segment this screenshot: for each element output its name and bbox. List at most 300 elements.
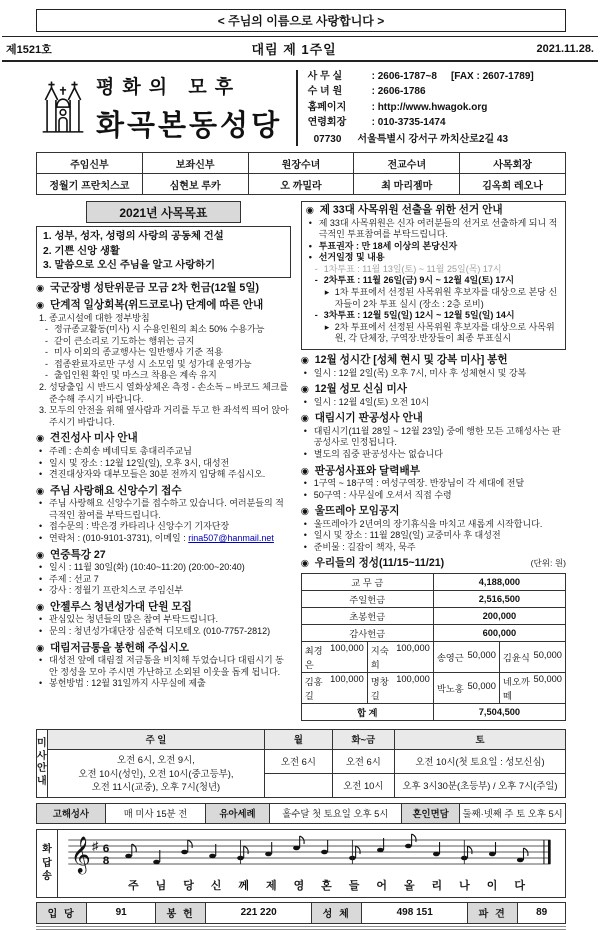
section-bullet-icon: ◉ [36, 433, 45, 445]
bulletin-section [301, 201, 566, 350]
contact-line [308, 69, 566, 85]
donation-amount: 200,000 [433, 607, 565, 624]
mass-col-header: 주 일 [47, 729, 265, 749]
confession-label: 고해성사 [37, 803, 106, 823]
contact-line [308, 115, 566, 131]
line-text: 1구역 ~ 18구역 : 여성구역장. 반장님이 각 세대에 전달 [313, 478, 525, 488]
bulletin-section [301, 412, 566, 460]
sunday-mass-line: 오전 6시, 오전 9시, [117, 754, 195, 766]
section-bullet-icon: ◉ [36, 300, 45, 311]
donor-entry [305, 674, 364, 702]
section-bullet-icon: ◉ [36, 282, 45, 294]
section-title-text: 12월 성시간 [성체 현시 및 강복 미사] 봉헌 [314, 354, 508, 367]
donation-row [301, 573, 565, 590]
left-sections [36, 282, 291, 690]
donor-entry [371, 674, 430, 702]
donor-cell [367, 672, 433, 703]
section-title-text: 연중특강 27 [50, 548, 106, 561]
donation-row [301, 590, 565, 607]
lyric-syllable: 제 [265, 879, 277, 892]
line-text: 투표권자 : 만 18세 이상의 본당신자 [318, 240, 458, 251]
lyric-syllable: 께 [238, 879, 250, 892]
bullet-marker: • [303, 425, 307, 436]
text-line [36, 521, 291, 533]
address-text: 서울특별시 강서구 까치산로2길 43 [357, 133, 509, 145]
line-text: 일시 : 12월 4일(토) 오전 10시 [313, 396, 430, 407]
bullet-marker: • [39, 614, 43, 625]
body-columns [36, 201, 566, 721]
text-line [301, 542, 566, 554]
bullet-marker: • [308, 240, 312, 251]
section-title-text: 단계적 일상회복(위드코로나) 단계에 따른 안내 [50, 299, 264, 311]
music-staff-icon [64, 832, 559, 872]
section-bullet-icon: ◉ [36, 601, 45, 613]
bullet-marker: - [45, 324, 48, 335]
donor-row [301, 672, 565, 703]
donor-entry [305, 643, 364, 671]
sunday-masses [47, 749, 265, 797]
donation-label: 감사헌금 [301, 624, 433, 641]
bulletin-section [301, 465, 566, 502]
bullet-marker: • [39, 445, 43, 456]
donation-row [301, 624, 565, 641]
line-text: 일시 : 11월 30일(화) (10:40~11:20) (20:00~20:40) [49, 562, 245, 573]
line-text: 주님 사랑해요 신앙수기를 접수하고 있습니다. 여러분들의 적극적인 참여를 부탁드립니다. [49, 498, 284, 520]
responsorial-label-char: 화 [42, 844, 52, 856]
church-motto: 평화의 모후 [96, 77, 242, 98]
bullet-marker: • [39, 625, 43, 636]
bulletin-section [36, 485, 291, 545]
issue-row [2, 36, 598, 62]
offertory-hymn-label: 봉 헌 [156, 902, 206, 923]
bullet-marker: • [39, 655, 43, 666]
bulletin-section [36, 299, 291, 428]
donor-cell [301, 672, 367, 703]
bullet-marker: 3. [39, 405, 47, 416]
lyric-syllable: 혼 [321, 879, 332, 892]
section-bullet-icon: ◉ [36, 642, 45, 654]
line-text: 별도의 집중 판공성사는 없습니다 [313, 448, 443, 459]
text-line [36, 614, 291, 626]
bullet-marker: - [45, 358, 48, 369]
section-title [36, 549, 291, 563]
donor-amount: 100,000 [396, 673, 430, 684]
line-text: 관심있는 청년들의 많은 참여 부탁드립니다. [49, 614, 218, 625]
contact-colon: : [371, 101, 378, 113]
staff-role: 전교수녀 [354, 153, 460, 174]
line-text: 1차투표 : 11월 13일(토) ~ 11월 25일(목) 17시 [323, 263, 502, 274]
text-line [36, 626, 291, 638]
donor-entry [503, 650, 562, 664]
text-line [301, 426, 566, 449]
mass-col-header: 토 [395, 729, 566, 749]
responsorial-label-char: 답 [42, 857, 52, 869]
bullet-marker: • [303, 518, 307, 529]
text-line [306, 241, 561, 253]
masthead [36, 67, 566, 149]
bullet-marker: • [303, 541, 307, 552]
donor-name: 지숙희 [370, 645, 389, 670]
bullet-marker: • [308, 252, 312, 263]
saturday-mass: 오후 3시30분(초등부) / 오후 7시(주일) [395, 773, 566, 797]
donor-amount: 100,000 [396, 642, 430, 653]
lyric-syllable: 어 [376, 879, 387, 892]
text-line [36, 469, 291, 481]
donor-name: 명창길 [370, 676, 389, 701]
recessional-hymn-label: 파 견 [468, 902, 518, 923]
section-title [301, 465, 566, 479]
responsorial-body [58, 830, 565, 897]
text-line [36, 678, 291, 690]
bulletin-section [301, 383, 566, 408]
responsorial-label [37, 830, 58, 897]
text-line [36, 446, 291, 458]
donor-amount: 50,000 [533, 649, 562, 660]
staff-role: 보좌신부 [142, 153, 248, 174]
sunday-mass-line: 오전 11시(교중), 오후 7시(청년) [91, 781, 221, 793]
address-line [308, 132, 566, 148]
line-text: 같이 큰소리로 기도하는 행위는 금지 [54, 335, 195, 346]
line-text: 강사 : 정월기 프란치스코 주임신부 [49, 585, 184, 596]
contact-value: 010-3735-1474 [377, 117, 446, 129]
donation-total-row [301, 703, 565, 720]
section-title [36, 299, 291, 313]
line-text: 종교시설에 대한 정부방침 [49, 312, 150, 323]
goals-box [36, 226, 291, 278]
donor-amount: 50,000 [467, 649, 496, 660]
line-text: 연락처 : (010-9101-3731), 이메일 : rina507@hanmail.net [49, 533, 274, 543]
mass-schedule-table [36, 729, 566, 798]
text-line [301, 530, 566, 542]
hymn-numbers-row [37, 902, 566, 923]
section-title-text: 우리들의 정성(11/15~11/21) [314, 557, 445, 570]
section-title-text: 판공성사표와 달력배부 [314, 464, 420, 477]
bullet-marker: • [303, 396, 307, 407]
pastoral-goals [36, 201, 291, 278]
bullet-marker: • [39, 585, 43, 596]
line-text: 문의 : 청년성가대단장 심준혁 디모테오 (010-7757-2812) [49, 625, 271, 636]
contact-label: 수 녀 원 [307, 86, 343, 98]
vertical-divider [296, 70, 298, 146]
bullet-marker: - [45, 335, 48, 346]
section-bullet-icon: ◉ [36, 485, 45, 497]
donation-amount: 4,188,000 [433, 573, 565, 590]
mass-row [37, 749, 566, 773]
donor-amount: 100,000 [330, 673, 364, 684]
donor-entry [437, 650, 496, 664]
donor-entry [503, 674, 562, 702]
text-line [306, 218, 561, 241]
text-line [36, 498, 291, 521]
bullet-marker: - [314, 310, 318, 321]
text-line [306, 264, 561, 276]
bullet-marker: ▸ [324, 321, 330, 332]
section-title [301, 412, 566, 426]
svg-text:8: 8 [102, 855, 110, 867]
communion-hymn-label: 성 체 [312, 902, 362, 923]
text-line [36, 405, 291, 428]
text-line [301, 519, 566, 531]
section-bullet-icon: ◉ [300, 506, 309, 518]
monday-mass: 오전 6시 [265, 749, 333, 773]
line-text: 미사 이외의 종교행사는 일반행사 기준 적용 [54, 347, 223, 358]
bullet-marker: - [314, 275, 318, 286]
church-name: 화곡본동성당 [96, 110, 283, 142]
lyric-syllable: 올 [403, 879, 415, 892]
sacraments-row [37, 803, 566, 823]
line-text: 준비물 : 길잡이 책자, 묵주 [313, 541, 416, 552]
section-bullet-icon: ◉ [300, 465, 309, 477]
bulletin-section [36, 432, 291, 480]
section-title-text: 울뜨레아 모임공지 [314, 505, 400, 518]
staff-name-row [37, 174, 566, 195]
text-line [36, 574, 291, 586]
donor-row [301, 641, 565, 672]
text-line [301, 490, 566, 502]
bullet-marker: • [39, 562, 43, 573]
bullet-marker: • [303, 489, 307, 500]
church-name-block [96, 72, 282, 144]
lyric-syllable: 다 [514, 879, 525, 892]
staff-role: 사목회장 [460, 153, 566, 174]
bulletin-section [301, 505, 566, 553]
line-text: 제 33대 사목위원은 신자 여러분들의 선거로 선출하게 되니 적극적인 투표참여를 부탁드립니다. [318, 217, 558, 240]
donor-cell [301, 641, 367, 672]
bulletin-section [36, 282, 291, 296]
text-line [36, 324, 291, 336]
bullet-marker: - [45, 370, 48, 381]
text-line [301, 397, 566, 409]
section-title [301, 354, 566, 368]
motto-banner [36, 9, 566, 32]
section-title [306, 204, 561, 218]
staff-name: 최 마리젬마 [354, 174, 460, 195]
bullet-marker: • [39, 469, 43, 480]
text-line [306, 322, 561, 345]
bullet-marker: • [39, 498, 43, 509]
contact-fax: [FAX : 2607-1789] [450, 70, 534, 82]
communion-hymn-numbers: 498 151 [362, 902, 468, 923]
donor-cell [499, 641, 565, 672]
section-bullet-icon: ◉ [36, 549, 45, 561]
line-text: 대성전 앞에 대림절 저금통을 비치해 두었습니다 대림시기 동안 정성을 모아 주시면 가난하고 소외된 이웃을 돕게 됩니다. [49, 655, 284, 677]
bullet-marker: • [303, 478, 307, 488]
postal-code: 07730 [313, 133, 342, 145]
svg-text:♯: ♯ [91, 839, 99, 853]
section-title [36, 485, 291, 499]
section-title [301, 557, 566, 571]
staff-name: 김옥희 레오나 [460, 174, 566, 195]
contact-label: 홈페이지 [307, 101, 347, 113]
text-line [301, 478, 566, 490]
recessional-hymn-number: 89 [518, 902, 566, 923]
responsorial-label-char: 송 [42, 871, 52, 883]
contact-colon: : [371, 86, 378, 98]
responsorial-psalm [36, 829, 566, 898]
text-line [36, 655, 291, 678]
line-text: 3차투표 : 12월 5일(일) 12시 ~ 12월 5일(일) 14시 [323, 310, 515, 321]
email-link[interactable]: rina507@hanmail.net [188, 533, 274, 543]
svg-text:𝄞: 𝄞 [70, 835, 91, 873]
text-line [306, 252, 561, 264]
infant-baptism-time: 홀수달 첫 토요일 오후 5시 [269, 803, 401, 823]
line-text: 50구역 : 사무실에 오셔서 직접 수령 [313, 489, 452, 500]
section-bullet-icon: ◉ [300, 355, 309, 367]
unit-label: (단위: 원) [530, 558, 566, 569]
line-text: 접수문의 : 박은경 카타리나 신앙수기 기자단장 [49, 521, 230, 532]
issue-date: 2021.11.28. [536, 42, 594, 55]
mass-label-char: 내 [37, 775, 47, 787]
text-line [306, 310, 561, 322]
mass-label-char: 미 [37, 738, 47, 750]
bullet-marker: • [303, 448, 307, 459]
mass-label-char: 안 [37, 763, 47, 775]
lyric-syllable: 리 [431, 879, 443, 892]
responsorial-lyrics [64, 877, 559, 894]
infant-baptism-label: 유아세례 [206, 803, 269, 823]
donation-label: 초봉헌금 [301, 607, 433, 624]
text-line [306, 275, 561, 287]
mass-header-row [37, 729, 566, 749]
bullet-marker: • [39, 521, 43, 532]
section-title-text: 안젤루스 청년성가대 단원 모집 [50, 600, 192, 613]
donor-name: 박노홍 [436, 683, 464, 694]
lyric-syllable: 신 [210, 879, 222, 892]
text-line [36, 562, 291, 574]
line-text: 일시 : 12월 2일(목) 오후 7시, 미사 후 성체현시 및 강복 [313, 367, 527, 378]
bulletin-section [36, 642, 291, 690]
section-title-text: 주님 사랑해요 신앙수기 접수 [50, 484, 182, 497]
contact-label: 사 무 실 [307, 70, 343, 82]
section-bullet-icon: ◉ [300, 413, 309, 425]
donation-table [301, 573, 566, 721]
section-title [36, 642, 291, 656]
line-text: 접종완료자로만 구성 시 소모임 및 성가대 운영가능 [54, 358, 252, 369]
week-title: 대림 제 1주일 [251, 42, 337, 57]
contact-value: 2606-1786 [377, 86, 426, 98]
lyric-syllable: 나 [459, 879, 470, 892]
section-title-text: 견진성사 미사 안내 [50, 432, 138, 445]
donation-row [301, 607, 565, 624]
staff-table [36, 152, 566, 195]
staff-name: 오 까밀라 [248, 174, 354, 195]
donations-section [301, 557, 566, 721]
staff-header-row [37, 153, 566, 174]
left-column [36, 201, 296, 690]
staff-role: 원장수녀 [248, 153, 354, 174]
donor-entry [371, 643, 430, 671]
bullet-marker: • [39, 573, 43, 584]
donor-cell [367, 641, 433, 672]
line-text: 성당출입 시 반드시 열화상체온 측정 - 손소독 – 바코드 체크를 준수해 주시기 바랍니다. [49, 382, 289, 404]
bullet-marker: • [308, 217, 312, 228]
line-text: 주례 : 손희송 베네딕토 총대리주교님 [49, 445, 192, 456]
lyric-syllable: 영 [293, 879, 305, 892]
line-text: 2차투표 : 11월 26일(금) 9시 ~ 12월 4일(토) 17시 [323, 275, 515, 286]
line-text: 대림시기(11월 28일 ~ 12월 23일) 중에 행한 모든 고해성사는 판공성사로 인정됩니다. [313, 425, 561, 448]
mass-table-label [37, 729, 48, 797]
mass-label-char: 사 [37, 750, 47, 762]
contact-colon: : [371, 70, 378, 82]
issue-number: 제1521호 [6, 43, 52, 56]
donation-amount: 2,516,500 [433, 590, 565, 607]
donor-cell [433, 641, 499, 672]
sacraments-table [36, 803, 566, 824]
donor-name: 최경은 [304, 645, 323, 670]
line-text: 선거일정 및 내용 [318, 252, 385, 263]
section-title-text: 12월 성모 신심 미사 [314, 383, 407, 396]
line-text: 일시 및 장소 : 12월 12일(일), 오후 3시, 대성전 [49, 457, 230, 468]
bullet-marker: - [45, 347, 48, 358]
bottom-rule [36, 926, 566, 930]
line-text: 1차 투표에서 선정된 사목위원 후보자를 대상으로 본당 신자들이 2차 투표 실시 (장소 : 2층 로비) [334, 287, 558, 309]
lyric-syllable: 주 [128, 879, 139, 892]
svg-text:6: 6 [102, 843, 110, 855]
donor-name: 네오까떼 [502, 676, 530, 701]
line-text: 봉헌방법 : 12월 31일까지 사무실에 제출 [49, 678, 206, 689]
total-label: 합 계 [301, 703, 433, 720]
contact-line [308, 84, 566, 100]
section-title-text: 대림시기 판공성사 안내 [314, 412, 423, 425]
marriage-interview-label: 혼인면담 [401, 803, 459, 823]
bullet-marker: • [303, 367, 307, 378]
text-line [36, 585, 291, 597]
section-title [36, 601, 291, 615]
bullet-marker: 1. [39, 312, 47, 323]
contact-line [308, 100, 566, 116]
hymn-numbers-table [36, 902, 566, 924]
text-line [36, 382, 291, 405]
donor-amount: 100,000 [330, 642, 364, 653]
motto-text: < 주님의 이름으로 사랑합니다 > [217, 14, 385, 28]
right-column [296, 201, 566, 721]
offertory-hymn-numbers: 221 220 [206, 902, 312, 923]
bullet-marker: • [39, 533, 43, 543]
contact-value: http://www.hwagok.org [377, 101, 488, 113]
section-bullet-icon: ◉ [305, 205, 314, 216]
text-line [36, 458, 291, 470]
text-line [36, 313, 291, 325]
donor-cell [433, 672, 499, 703]
section-bullet-icon: ◉ [300, 558, 309, 570]
donor-amount: 50,000 [467, 680, 496, 691]
line-text: 주제 : 선교 7 [49, 573, 99, 584]
entrance-hymn-label: 입 당 [37, 902, 87, 923]
confession-time: 매 미사 15분 전 [105, 803, 206, 823]
text-line [36, 336, 291, 348]
contact-label: 연령회장 [307, 117, 347, 129]
goals-title: 2021년 사목목표 [86, 201, 241, 223]
weekday-mass: 오전 6시 [332, 749, 394, 773]
section-title [36, 432, 291, 446]
section-title [301, 383, 566, 397]
text-line [36, 347, 291, 359]
donor-name: 송영근 [436, 652, 464, 663]
line-text: 일시 및 장소 : 11월 28일(일) 교중미사 후 대성전 [313, 530, 501, 541]
line-text: 2차 투표에서 선정된 사목위원 후보자를 대상으로 사목위원, 각 단체장, 구역장.반장들이 최종 투표실시 [334, 321, 555, 344]
donation-label: 교 무 금 [301, 573, 433, 590]
bulletin-section [301, 354, 566, 379]
weekday-mass: 오전 10시 [332, 773, 394, 797]
staff-name: 정월기 프란치스코 [37, 174, 143, 195]
mass-col-header: 월 [265, 729, 333, 749]
text-line [36, 533, 291, 545]
text-line [301, 368, 566, 380]
staff-name: 심현보 루카 [142, 174, 248, 195]
donor-name: 김윤식 [502, 652, 530, 663]
lyric-syllable: 당 [183, 879, 194, 892]
line-text: 견진대상자와 대부모들은 30분 전까지 입당해 주십시오. [49, 469, 266, 480]
